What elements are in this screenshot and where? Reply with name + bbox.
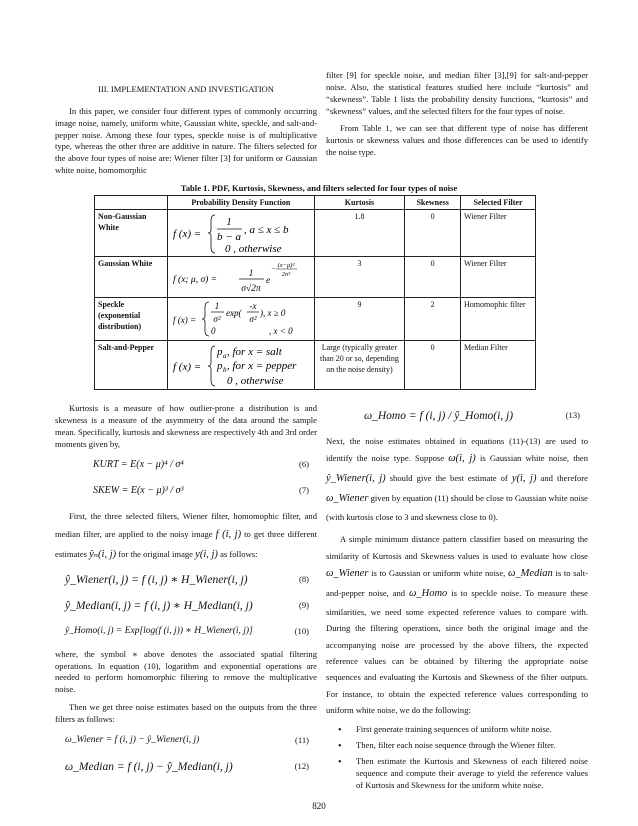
pdf-speckle-case2-cond: , x < 0 (269, 326, 293, 337)
pdf-uniform-lhs: f (x) = (173, 228, 202, 241)
equation-8 (55, 571, 317, 591)
kurtosis-skewness-paragraph: Kurtosis is a measure of how outlier-prone a distribution is and skewness is a measure of the asymmetry of the data around the sample mean. Specifically, kurtosis and skewness are respectively 4th and 3rd order moments given by, (55, 403, 317, 449)
text-fragment: is to Gaussian or uniform white noise, (371, 568, 506, 579)
intro-paragraph: In this paper, we consider four different types of commonly occurring image noise, namely, uniform white, Gaussian white, speckle, and salt-and-pepper noise. Among these four types, speckle noise is of multiplicative type, whereas the other three are additive in nature. The filters selected for the above four types of noise are: Wiener filter [3] for uniform or Gaussian white noise, homomorphic (55, 105, 317, 176)
table-row (95, 341, 536, 390)
pdf-uniform-formula (171, 211, 305, 255)
text-fragment: Next, the noise estimates obtained in equations (11)-(13) are used to identify the noise type. Suppose (326, 436, 588, 464)
pdf-speckle-num: 1 (214, 301, 220, 312)
pdf-speckle-case2: 0 (211, 326, 216, 337)
kurtosis-value: 9 (314, 298, 405, 341)
inline-math: ŷₙ(i, j) (89, 548, 117, 560)
equation-12-expr: ω_Median = f (i, j) − ŷ_Median(i, j) (65, 760, 233, 773)
pdf-saltpepper-lhs: f (x) = (173, 361, 202, 374)
pdf-speckle-den: σ² (213, 314, 221, 325)
table-row (95, 257, 536, 298)
pdf-uniform-brace (208, 215, 215, 253)
text-fragment: to get three different estimates (55, 528, 317, 559)
inline-math: ω_Median (508, 568, 553, 580)
procedure-list (326, 724, 588, 791)
equation-10-number: (10) (294, 625, 309, 636)
pdf-uniform-num: 1 (226, 216, 232, 229)
pdf-speckle-formula (171, 299, 305, 339)
inline-math: ω_Wiener (326, 493, 369, 505)
pdf-gaussian-formula (171, 258, 305, 296)
classifier-paragraph (326, 531, 588, 718)
list-item: • Then estimate the Kurtosis and Skewness of each filtered noise sequence and compute their average to yield the reference values of Kurtosis and Skewness for the uniform white noise. (356, 756, 588, 792)
right-column-top (326, 70, 588, 165)
equation-7-number: (7) (298, 485, 309, 496)
symbol-explanation-paragraph: where, the symbol ∗ above denotes the associated spatial filtering operations. In equation (10), logarithm and exponential operations are needed to perform homomorphic filtering to remove the multiplicative noise. (55, 648, 317, 695)
pdf-gaussian-exp-den: 2σ² (281, 271, 291, 279)
table-row (95, 298, 536, 341)
inline-math: ŷ_Wiener(i, j) (326, 473, 386, 485)
text-fragment: should give the best estimate of (389, 473, 508, 484)
list-item: • Then, filter each noise sequence through the Wiener filter. (356, 740, 588, 752)
table-caption: Table 1. PDF, Kurtosis, Skewness, and filters selected for four types of noise (180, 183, 458, 193)
skewness-value: 2 (405, 298, 461, 341)
pdf-speckle-lhs: f (x) = (173, 315, 197, 326)
equation-11-number: (11) (295, 734, 309, 745)
row-label: Salt-and-Pepper (95, 341, 168, 390)
pdf-saltpepper-case1: , for x = salt (227, 346, 282, 359)
text-fragment: as follows: (220, 548, 258, 559)
table-header-filter: Selected Filter (460, 196, 535, 210)
inline-math: y(i, j) (195, 548, 218, 560)
kurtosis-value: 3 (314, 257, 405, 298)
pdf-gaussian-e: e (266, 276, 271, 287)
pdf-saltpepper-case2-sub: b (223, 366, 227, 375)
pdf-gaussian-exp-sign: − (271, 265, 276, 274)
filter-value: Wiener Filter (460, 257, 535, 298)
skewness-value: 0 (405, 257, 461, 298)
equation-13 (326, 407, 588, 427)
text-fragment: First, the three selected filters, Wiener filter, homomophic filter, and median filter, are applied to the noisy image (55, 511, 317, 539)
equation-9-number: (9) (298, 599, 309, 610)
pdf-saltpepper-case1-p: p (217, 346, 223, 359)
filter-value: Homomophic filter (460, 298, 535, 341)
inline-math: y(i, j) (511, 473, 537, 485)
text-fragment: is to salt-and-pepper noise, and (326, 568, 589, 599)
row-label: Gaussian White (95, 257, 168, 298)
kurtosis-value: Large (typically greater than 20 or so, depending on the noise density) (314, 341, 405, 390)
equation-11-expr: ω_Wiener = f (i, j) − ŷ_Wiener(i, j) (65, 734, 200, 745)
filter-value: Wiener Filter (460, 210, 535, 257)
equation-9-expr: ŷ_Median(i, j) = f (i, j) ∗ H_Median(i, j) (65, 599, 253, 612)
pdf-gaussian-exp-num: (x−μ)² (277, 262, 295, 270)
pdf-saltpepper-formula (171, 342, 305, 388)
table-header-kurtosis: Kurtosis (314, 196, 405, 210)
pdf-speckle (168, 298, 315, 341)
filters-applied-paragraph (55, 508, 317, 564)
pdf-gaussian-den: σ√2π (241, 284, 261, 295)
pdf-uniform-den: b − a (217, 231, 242, 244)
inline-math: ω_Wiener (326, 568, 369, 580)
equation-6-expr: KURT = E(x − μ)⁴ / σ⁴ (93, 459, 184, 471)
pdf-saltpepper-case1-sub: a (223, 352, 227, 361)
pdf-gaussian-num: 1 (248, 269, 254, 280)
pdf-uniform-case2: 0 , otherwise (225, 243, 282, 256)
inline-math: ω_Homo (408, 588, 448, 600)
inline-math: ω(i, j) (448, 453, 476, 465)
equation-8-expr: ŷ_Wiener(i, j) = f (i, j) ∗ H_Wiener(i, j) (65, 573, 248, 586)
kurtosis-value: 1.8 (314, 210, 405, 257)
table-row (95, 210, 536, 257)
pdf-uniform (168, 210, 315, 257)
pdf-uniform-cond: , a ≤ x ≤ b (244, 224, 289, 237)
equation-8-number: (8) (298, 573, 309, 584)
text-fragment: is to speckle noise. To measure these similarities, we need some expected reference values to compare with. During the filtering operations, since both the original image and the accompanying noise are processed by the above filters, the expected reference values can be obtained by filtering the appropriate noise sequences and evaluating the Kurtosis and Skewness of the filter outputs. For instance, to obtain the expected reference values corresponding to uniform white noise, we do the following: (326, 588, 588, 715)
inline-math: f (i, j) (215, 528, 242, 540)
pdf-speckle-exp-num: -x (249, 301, 257, 312)
pdf-gaussian-lhs: f (x; μ, σ) = (173, 275, 218, 286)
equation-7-expr: SKEW = E(x − μ)³ / σ³ (93, 485, 184, 497)
table-header-row (95, 196, 536, 210)
page-number: 820 (312, 801, 326, 811)
equation-10 (55, 623, 317, 643)
equation-12-number: (12) (294, 760, 309, 771)
noise-table (94, 195, 536, 390)
pdf-saltpepper-case2-p: p (217, 360, 223, 373)
pdf-saltpepper (168, 341, 315, 390)
equation-6 (55, 456, 317, 476)
table-header-blank (95, 196, 168, 210)
filter-value: Median Filter (460, 341, 535, 390)
equation-6-number: (6) (298, 459, 309, 470)
text-fragment: and therefore (540, 473, 588, 484)
table-discussion-paragraph: From Table 1, we can see that different type of noise has different kurtosis or skewness values and those differences can be used to identify the noise type. (326, 123, 588, 158)
table-header-pdf: Probability Density Function (168, 196, 315, 210)
row-label: Non-Gaussian White (95, 210, 168, 257)
row-label: Speckle (exponential distribution) (95, 298, 168, 341)
table-header-skewness: Skewness (405, 196, 461, 210)
equation-7 (55, 482, 317, 502)
pdf-speckle-exp-den: σ² (249, 314, 257, 325)
equation-12 (55, 758, 317, 778)
equation-11 (55, 732, 317, 752)
pdf-saltpepper-brace (208, 346, 215, 386)
list-item: • First generate training sequences of uniform white noise. (356, 724, 588, 736)
pdf-saltpepper-case2: , for x = pepper (227, 360, 297, 373)
filters-paragraph: filter [9] for speckle noise, and median filter [3],[9] for salt-and-pepper noise. Also, the statistical features studied here include “kurtosis” and “skewness”. Table 1 lists the probability density functions, “kurtosis” and “skewness” values, and the selected filters for the four types of noise. (326, 70, 588, 116)
pdf-gaussian (168, 257, 315, 298)
noise-identification-paragraph (326, 433, 588, 525)
pdf-speckle-exp: exp( (226, 308, 242, 319)
equation-9 (55, 597, 317, 617)
pdf-speckle-brace (202, 302, 209, 336)
section-heading: III. IMPLEMENTATION AND INVESTIGATION (98, 84, 274, 94)
skewness-value: 0 (405, 341, 461, 390)
text-fragment: A simple minimum distance pattern classifier based on measuring the similarity of Kurtosis and Skewness values is used to evaluate how close (326, 534, 588, 561)
text-fragment: is Gaussian white noise, then (479, 453, 588, 464)
skewness-value: 0 (405, 210, 461, 257)
pdf-speckle-tail: ), x ≥ 0 (260, 308, 286, 319)
text-fragment: given by equation (11) should be close to Gaussian white noise (with kurtosis close to 3 and skewness close to 0). (326, 493, 588, 523)
right-column-bottom (326, 401, 588, 796)
left-column-bottom (55, 403, 317, 784)
noise-estimates-paragraph: Then we get three noise estimates based on the outputs from the three filters as follows: (55, 702, 317, 724)
pdf-saltpepper-case3: 0 , otherwise (227, 375, 284, 388)
equation-10-expr: ŷ_Homo(i, j) = Exp[log(f (i, j)) ∗ H_Wiener(i, j)] (65, 625, 253, 636)
text-fragment: for the original image (118, 548, 193, 559)
equation-13-number: (13) (565, 410, 580, 420)
left-column-top (55, 76, 317, 183)
equation-13-expr: ω_Homo = f (i, j) / ŷ_Homo(i, j) (364, 410, 514, 422)
